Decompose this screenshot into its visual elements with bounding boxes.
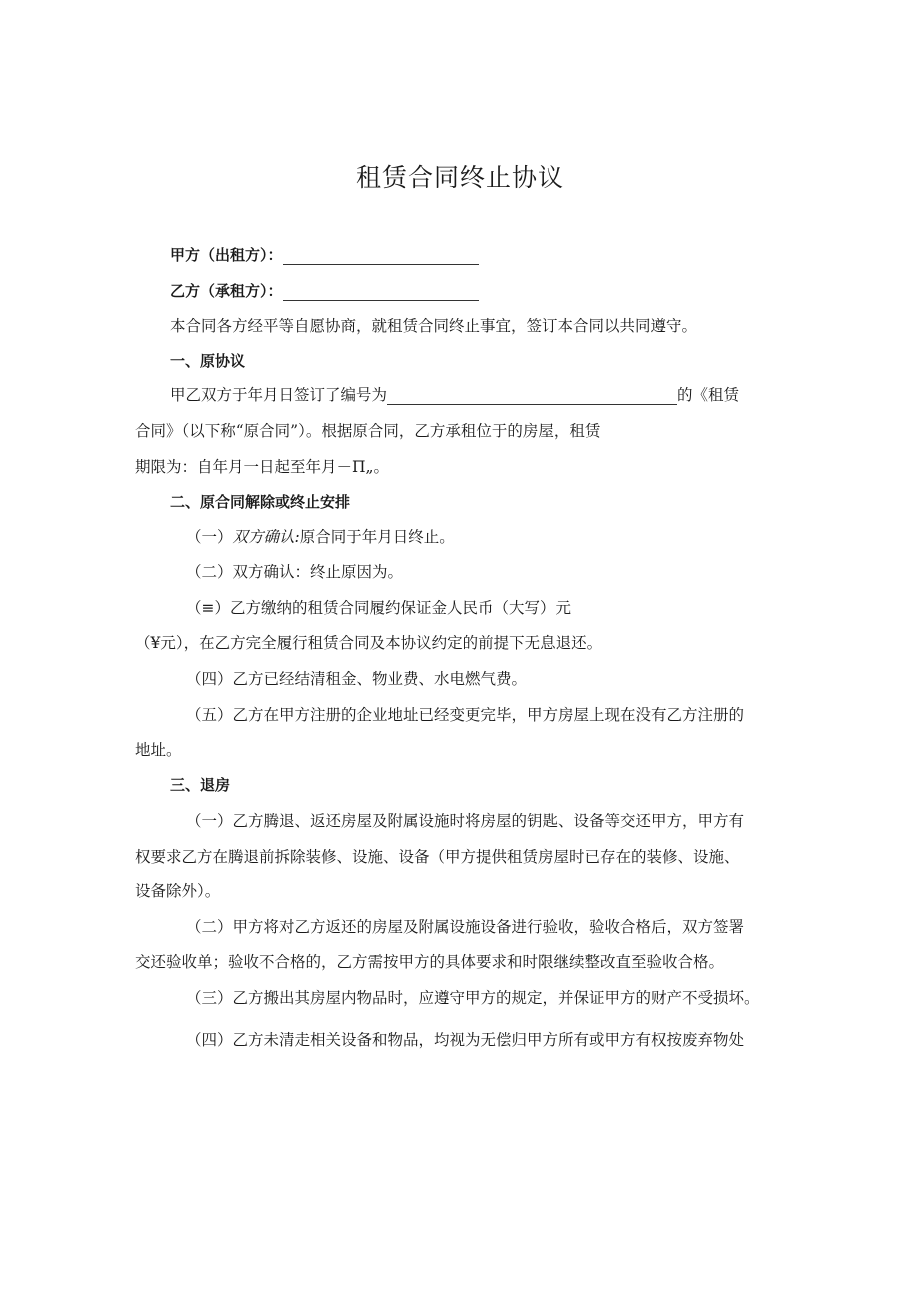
s2-i1-rest: 原合同于年月日终止。 bbox=[299, 528, 455, 546]
section-2-heading: 二、原合同解除或终止安排 bbox=[170, 493, 351, 511]
section-1-line-1 bbox=[170, 385, 739, 405]
section-3-item-1-line-2: 权要求乙方在腾退前拆除装修、设施、设备（甲方提供租赁房屋时已存在的装修、设施、 bbox=[135, 848, 740, 866]
section-3-item-2-line-2: 交还验收单；验收不合格的，乙方需按甲方的具体要求和时限继续整改直至验收合格。 bbox=[135, 953, 725, 971]
section-1-heading: 一、原协议 bbox=[170, 352, 246, 370]
section-2-item-3-line-1: （≡）乙方缴纳的租赁合同履约保证金人民币（大写）元 bbox=[186, 599, 571, 617]
section-1-line-2: 合同》（以下称“原合同”）。根据原合同，乙方承租位于的房屋，租赁 bbox=[135, 422, 601, 440]
party-a-row bbox=[170, 245, 479, 265]
section-2-item-5-line-2: 地址。 bbox=[135, 741, 182, 759]
preamble: 本合同各方经平等自愿协商，就租赁合同终止事宜，签订本合同以共同遵守。 bbox=[170, 317, 698, 335]
section-2-item-3-line-2: （¥元），在乙方完全履行租赁合同及本协议约定的前提下无息退还。 bbox=[135, 634, 603, 652]
party-a-blank bbox=[283, 246, 479, 265]
section-3-item-1-line-3: 设备除外）。 bbox=[135, 882, 221, 900]
section-2-item-2: （二）双方确认：终止原因为。 bbox=[186, 563, 404, 581]
section-3-heading: 三、退房 bbox=[170, 776, 231, 794]
party-b-blank bbox=[283, 282, 479, 301]
section-3-item-2-line-1: （二）甲方将对乙方返还的房屋及附属设施设备进行验收，验收合格后，双方签署 bbox=[186, 918, 745, 936]
section-2-item-5-line-1: （五）乙方在甲方注册的企业地址已经变更完毕，甲方房屋上现在没有乙方注册的 bbox=[186, 706, 745, 724]
document-title: 租赁合同终止协议 bbox=[355, 163, 564, 192]
section-3-item-3: （三）乙方搬出其房屋内物品时，应遵守甲方的规定，并保证甲方的财产不受损坏。 bbox=[186, 989, 760, 1007]
party-a-label: 甲方（出租方）： bbox=[170, 246, 283, 264]
s2-i1-italic: 双方确认: bbox=[232, 528, 300, 546]
s2-i1-prefix: （一） bbox=[186, 528, 233, 546]
contract-number-blank bbox=[387, 386, 677, 405]
party-b-label: 乙方（承租方）： bbox=[170, 282, 283, 300]
section-1-line-3: 期限为：自年月一日起至年月－Π„。 bbox=[135, 458, 390, 476]
s1-text-a: 甲乙双方于年月日签订了编号为 bbox=[170, 386, 388, 404]
section-2-item-4: （四）乙方已经结清租金、物业费、水电燃气费。 bbox=[186, 670, 528, 688]
section-2-item-1 bbox=[186, 527, 455, 547]
section-3-item-4: （四）乙方未清走相关设备和物品，均视为无偿归甲方所有或甲方有权按废弃物处 bbox=[186, 1031, 745, 1049]
s1-text-b: 的《租赁 bbox=[677, 386, 740, 404]
section-3-item-1-line-1: （一）乙方腾退、返还房屋及附属设施时将房屋的钥匙、设备等交还甲方，甲方有 bbox=[186, 812, 745, 830]
party-b-row bbox=[170, 281, 479, 301]
